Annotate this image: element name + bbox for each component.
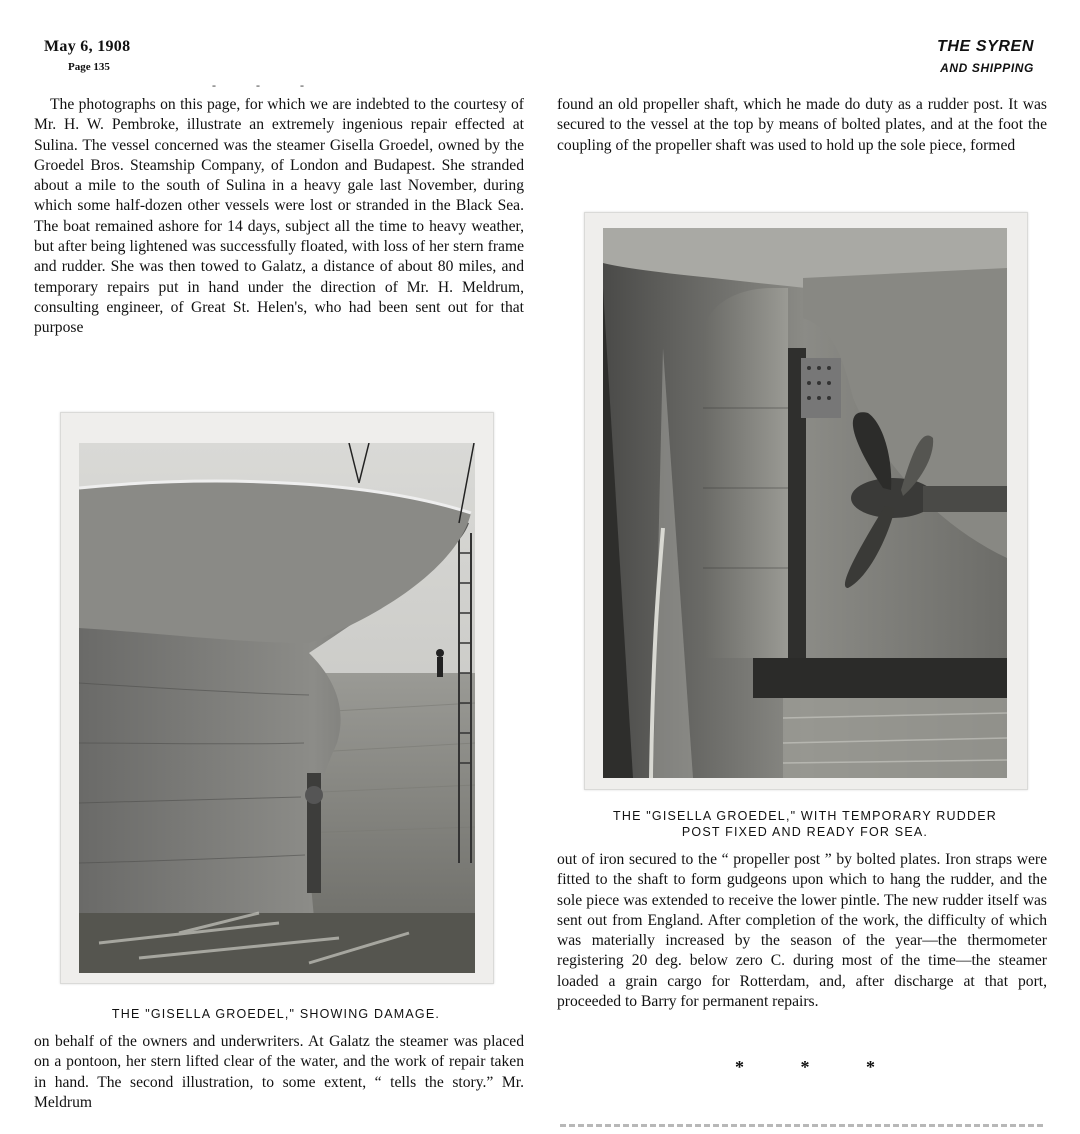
caption-left-photo: THE "GISELLA GROEDEL," SHOWING DAMAGE. — [111, 1007, 441, 1021]
paragraph-text: found an old propeller shaft, which he made do duty as a rudder post. It was secured to the vessel at the top by means of bolted plates, and at the foot the coupling of the propeller shaft was used to hold up the sole piece, formed — [557, 96, 1047, 154]
caption-right-line2: POST FIXED AND READY FOR SEA. — [681, 825, 929, 839]
photo-repaired-rudder — [584, 212, 1028, 790]
journal-subtitle: AND SHIPPING — [940, 61, 1034, 75]
article-paragraph-left-top — [34, 95, 524, 339]
article-paragraph-left-bottom — [34, 1032, 524, 1113]
caption-right-line1: THE "GISELLA GROEDEL," WITH TEMPORARY RUDDER — [613, 809, 997, 823]
decorative-dashes: ‐‐‐ — [212, 78, 344, 92]
article-paragraph-right-top — [557, 95, 1047, 156]
photo-image-damaged-stern — [79, 443, 475, 973]
paragraph-text: The photographs on this page, for which we are indebted to the courtesy of Mr. H. W. Pembroke, illustrate an extremely ingenious repair effected at Sulina. The vessel concerned was the steamer Gisella Groedel, owned by the Groedel Bros. Steamship Company, of London and Budapest. She stranded about a mile to the south of Sulina in a heavy gale last November, during which some half-dozen other vessels were lost or stranded in the Black Sea. The boat remained ashore for 14 days, subject all the time to heavy weather, but after being lightened was successfully floated, with loss of her stern frame and rudder. She was then towed to Galatz, a distance of about 80 miles, and temporary repairs put in hand under the direction of Mr. H. Meldrum, consulting engineer, of Great St. Helen's, who had been sent out for that purpose — [34, 96, 524, 337]
page-number: Page 135 — [68, 61, 110, 73]
journal-title: THE SYREN — [937, 38, 1034, 55]
issue-date: May 6, 1908 — [44, 38, 131, 55]
article-paragraph-right-bottom — [557, 850, 1047, 1012]
paragraph-text: out of iron secured to the “ propeller post ” by bolted plates. Iron straps were fitted to the shaft to form gudgeons upon which to hang the rudder, and the sole piece was extended to receive the lower pintle. The new rudder itself was sent out from England. After completion of the work, the difficulty of which was materially increased by the season of the year—the thermometer registering 20 deg. below zero C. during most of the time—the steamer loaded a grain cargo for Rotterdam, and, after discharge at that port, proceeded to Barry for permanent repairs. — [557, 851, 1047, 1011]
end-marks — [735, 1057, 875, 1078]
photo-image-repaired-rudder — [603, 228, 1007, 778]
end-mark: * — [800, 1057, 810, 1077]
paragraph-text: on behalf of the owners and underwriters. At Galatz the steamer was placed on a pontoon, her stern lifted clear of the water, and the work of repair taken in hand. The second illustration, to some extent, “ tells the story.” Mr. Meldrum — [34, 1033, 524, 1111]
end-mark: * — [735, 1057, 744, 1077]
caption-right-photo — [584, 808, 1026, 840]
bottom-cut-line — [560, 1124, 1045, 1127]
photo-damaged-stern — [60, 412, 494, 984]
end-mark: * — [866, 1057, 875, 1077]
